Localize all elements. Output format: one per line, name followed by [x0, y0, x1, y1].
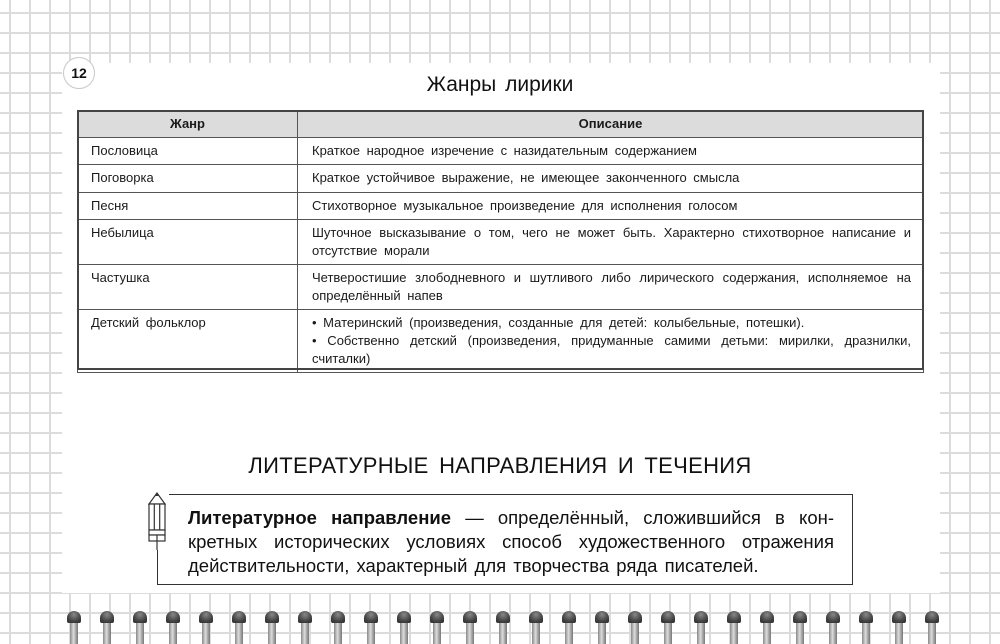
spiral-ring	[430, 611, 444, 644]
column-header-description: Описание	[298, 111, 924, 138]
spiral-ring	[397, 611, 411, 644]
table-row	[78, 310, 924, 373]
description-cell: Краткое народное изречение с назидательным содержанием	[298, 138, 924, 165]
table-row	[78, 265, 924, 310]
spiral-ring	[232, 611, 246, 644]
spiral-ring	[133, 611, 147, 644]
spiral-ring	[67, 611, 81, 644]
spiral-ring	[331, 611, 345, 644]
spiral-ring	[595, 611, 609, 644]
genre-cell: Песня	[78, 193, 298, 220]
spiral-ring	[859, 611, 873, 644]
spiral-ring	[199, 611, 213, 644]
spiral-ring	[298, 611, 312, 644]
spiral-ring	[562, 611, 576, 644]
table-header-row	[78, 111, 924, 138]
genre-cell: Пословица	[78, 138, 298, 165]
spiral-ring	[727, 611, 741, 644]
spiral-ring	[463, 611, 477, 644]
genre-cell: Детский фольклор	[78, 310, 298, 373]
bullet-item: • Материнский (произведения, созданные для детей: колыбельные, потешки).	[312, 315, 805, 330]
spiral-ring	[166, 611, 180, 644]
table-row	[78, 193, 924, 220]
description-cell: Стихотворное музыкальное произведение для исполнения голосом	[298, 193, 924, 220]
spiral-ring	[661, 611, 675, 644]
spiral-ring	[694, 611, 708, 644]
page-number: 12	[63, 57, 95, 89]
spiral-ring	[793, 611, 807, 644]
column-header-genre: Жанр	[78, 111, 298, 138]
description-cell: Шуточное высказывание о том, чего не может быть. Характерно стихотворное написание и отсутствие морали	[298, 220, 924, 265]
definition-term: Литературное направление	[188, 507, 452, 528]
spiral-ring	[496, 611, 510, 644]
spiral-ring	[826, 611, 840, 644]
definition-text: — определённый, сложившийся в конкретных исторических условиях способ художественного отражения действительности, характерный для творчества ряда писателей.	[188, 507, 834, 576]
description-cell	[298, 310, 924, 373]
definition-box	[157, 494, 853, 585]
description-cell: Краткое устойчивое выражение, не имеющее законченного смысла	[298, 165, 924, 193]
table-row	[78, 138, 924, 165]
spiral-ring	[892, 611, 906, 644]
spiral-ring	[100, 611, 114, 644]
table-row	[78, 220, 924, 265]
genres-table	[77, 110, 924, 373]
table-row	[78, 165, 924, 193]
bullet-item: • Собственно детский (произведения, придуманные самими детьми: мирилки, дразнилки, считалки)	[312, 333, 911, 366]
spiral-ring	[628, 611, 642, 644]
genre-cell: Небылица	[78, 220, 298, 265]
section-heading: ЛИТЕРАТУРНЫЕ НАПРАВЛЕНИЯ И ТЕЧЕНИЯ	[248, 453, 752, 478]
genre-cell: Частушка	[78, 265, 298, 310]
spiral-ring	[265, 611, 279, 644]
spiral-ring	[925, 611, 939, 644]
pencil-icon	[145, 492, 169, 550]
spiral-ring	[364, 611, 378, 644]
genre-cell: Поговорка	[78, 165, 298, 193]
spiral-ring	[760, 611, 774, 644]
description-cell: Четверостишие злободневного и шутливого либо лирического содержания, исполняемое на определённый напев	[298, 265, 924, 310]
spiral-ring	[529, 611, 543, 644]
table-title: Жанры лирики	[426, 73, 574, 96]
